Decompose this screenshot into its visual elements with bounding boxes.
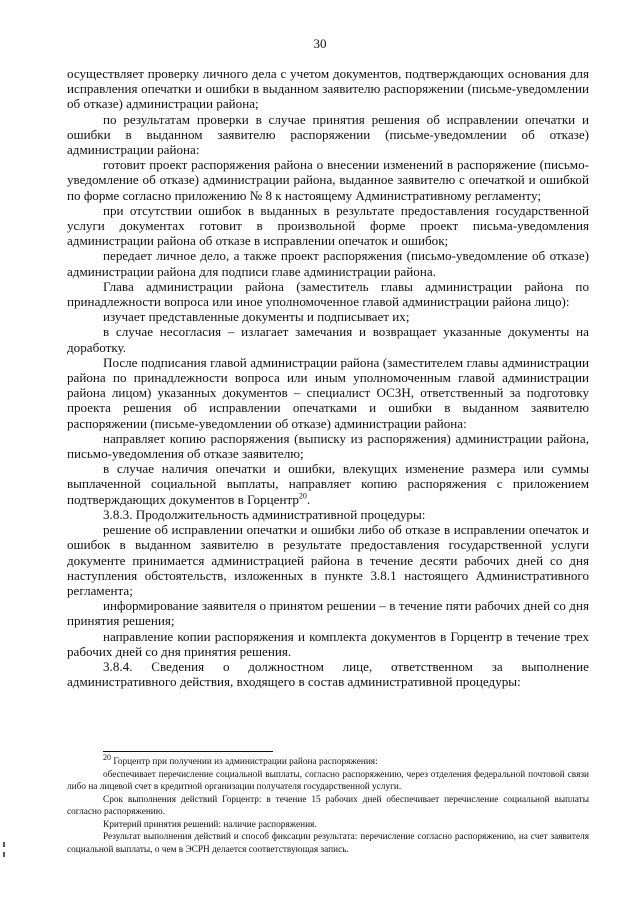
paragraph: решение об исправлении опечатки и ошибки либо об отказе в исправлении опечаток и ошибок в выданном заявителю в результате предоставления государственной услуги документе принимается администрацией района в течение десяти рабочих дней со дня наступления обстоятельств, изложенных в пункте 3.8.1 настоящего Административного регламента;: [67, 522, 589, 598]
footnote-item: Результат выполнения действий и способ фиксации результата: перечисление согласно распоряжению, на счет заявителя социальной выплаты, о чем в ЭСРН делается соответствующая запись.: [67, 832, 589, 855]
footnote-intro-text: Горцентр при получении из администрации района распоряжения:: [113, 757, 378, 767]
paragraph: информирование заявителя о принятом решении – в течение пяти рабочих дней со дня принятия решения;: [67, 598, 589, 629]
scan-margin-mark: [3, 842, 5, 847]
paragraph: осуществляет проверку личного дела с учетом документов, подтверждающих основания для исправления опечатки и ошибки в выданном заявителю распоряжении (письме-уведомлении об отказе) администрации района;: [67, 66, 589, 112]
footnotes: [67, 752, 589, 856]
paragraph: по результатам проверки в случае принятия решения об исправлении опечатки и ошибки в выданном заявителю распоряжении (письме-уведомлении об отказе) администрации района:: [67, 111, 589, 158]
footnote-item: Срок выполнения действий Горцентр: в течение 15 рабочих дней обеспечивает перечисление социальной выплаты согласно распоряжению.: [67, 794, 589, 817]
paragraph: направляет копию распоряжения (выписку из распоряжения) администрации района, письмо-уведомления об отказе заявителю;: [67, 430, 589, 462]
paragraph: при отсутствии ошибок в выданных в результате предоставления государственной услуги документах готовит в произвольной форме проект письма-уведомления администрации района об отказе в исправлении опечаток и ошибок;: [67, 202, 589, 249]
section-heading: 3.8.4. Сведения о должностном лице, ответственном за выполнение административного действия, входящего в состав административной процедуры:: [67, 658, 589, 690]
main-text: [67, 66, 589, 689]
paragraph: в случае несогласия – излагает замечания и возвращает указанные документы на доработку.: [67, 324, 589, 355]
paragraph-text: в случае наличия опечатки и ошибки, влекущих изменение размера или суммы выплаченной социальной выплаты, направляет копию распоряжения с приложением подтверждающих документов в Горцентр: [67, 461, 589, 507]
section-heading: 3.8.3. Продолжительность административной процедуры:: [103, 506, 426, 522]
footnote-intro: [67, 752, 589, 769]
paragraph: передает личное дело, а также проект распоряжения (письмо-уведомление об отказе) администрации района для подписи главе администрации района.: [67, 248, 589, 279]
footnote-separator: [103, 751, 273, 752]
paragraph: изучает представленные документы и подписывает их;: [103, 309, 410, 325]
page-number: 30: [313, 36, 327, 51]
footnote-number: 20: [103, 752, 111, 762]
scan-margin-mark: [3, 852, 5, 857]
paragraph: готовит проект распоряжения района о внесении изменений в распоряжение (письмо-уведомление об отказе) администрации района, выданное заявителю с опечаткой и ошибкой по форме согласно приложению № 8 к настоящему Административному регламенту;: [67, 157, 589, 203]
paragraph: Глава администрации района (заместитель главы администрации района по принадлежности вопроса или иное уполномоченное главой администрации района лицо):: [67, 278, 589, 310]
footnote-item: обеспечивает перечисление социальной выплаты, согласно распоряжению, через отделения федеральной почтовой связи либо на лицевой счет в кредитной организации получателя государственной услуги.: [67, 769, 589, 792]
paragraph-with-footnote: в случае наличия опечатки и ошибки, влекущих изменение размера или суммы выплаченной социальной выплаты, направляет копию распоряжения с приложением подтверждающих документов в Горцентр$^{20}$.: [67, 461, 589, 507]
footnote-item: Критерий принятия решений: наличие распоряжения.: [103, 819, 317, 830]
paragraph: После подписания главой администрации района (заместителем главы администрации района по принадлежности вопроса или иным уполномоченным главой администрации района лицом) указанных документов – специалист ОСЗН, ответственный за подготовку проекта решения об исправлении опечатками и ошибки в выданном заявителю распоряжении (письме-уведомлении об отказе) администрации района:: [67, 354, 589, 431]
paragraph: направление копии распоряжения и комплекта документов в Горцентр в течение трех рабочих дней со дня принятия решения.: [67, 628, 589, 659]
footnote-ref[interactable]: 20: [298, 491, 307, 501]
